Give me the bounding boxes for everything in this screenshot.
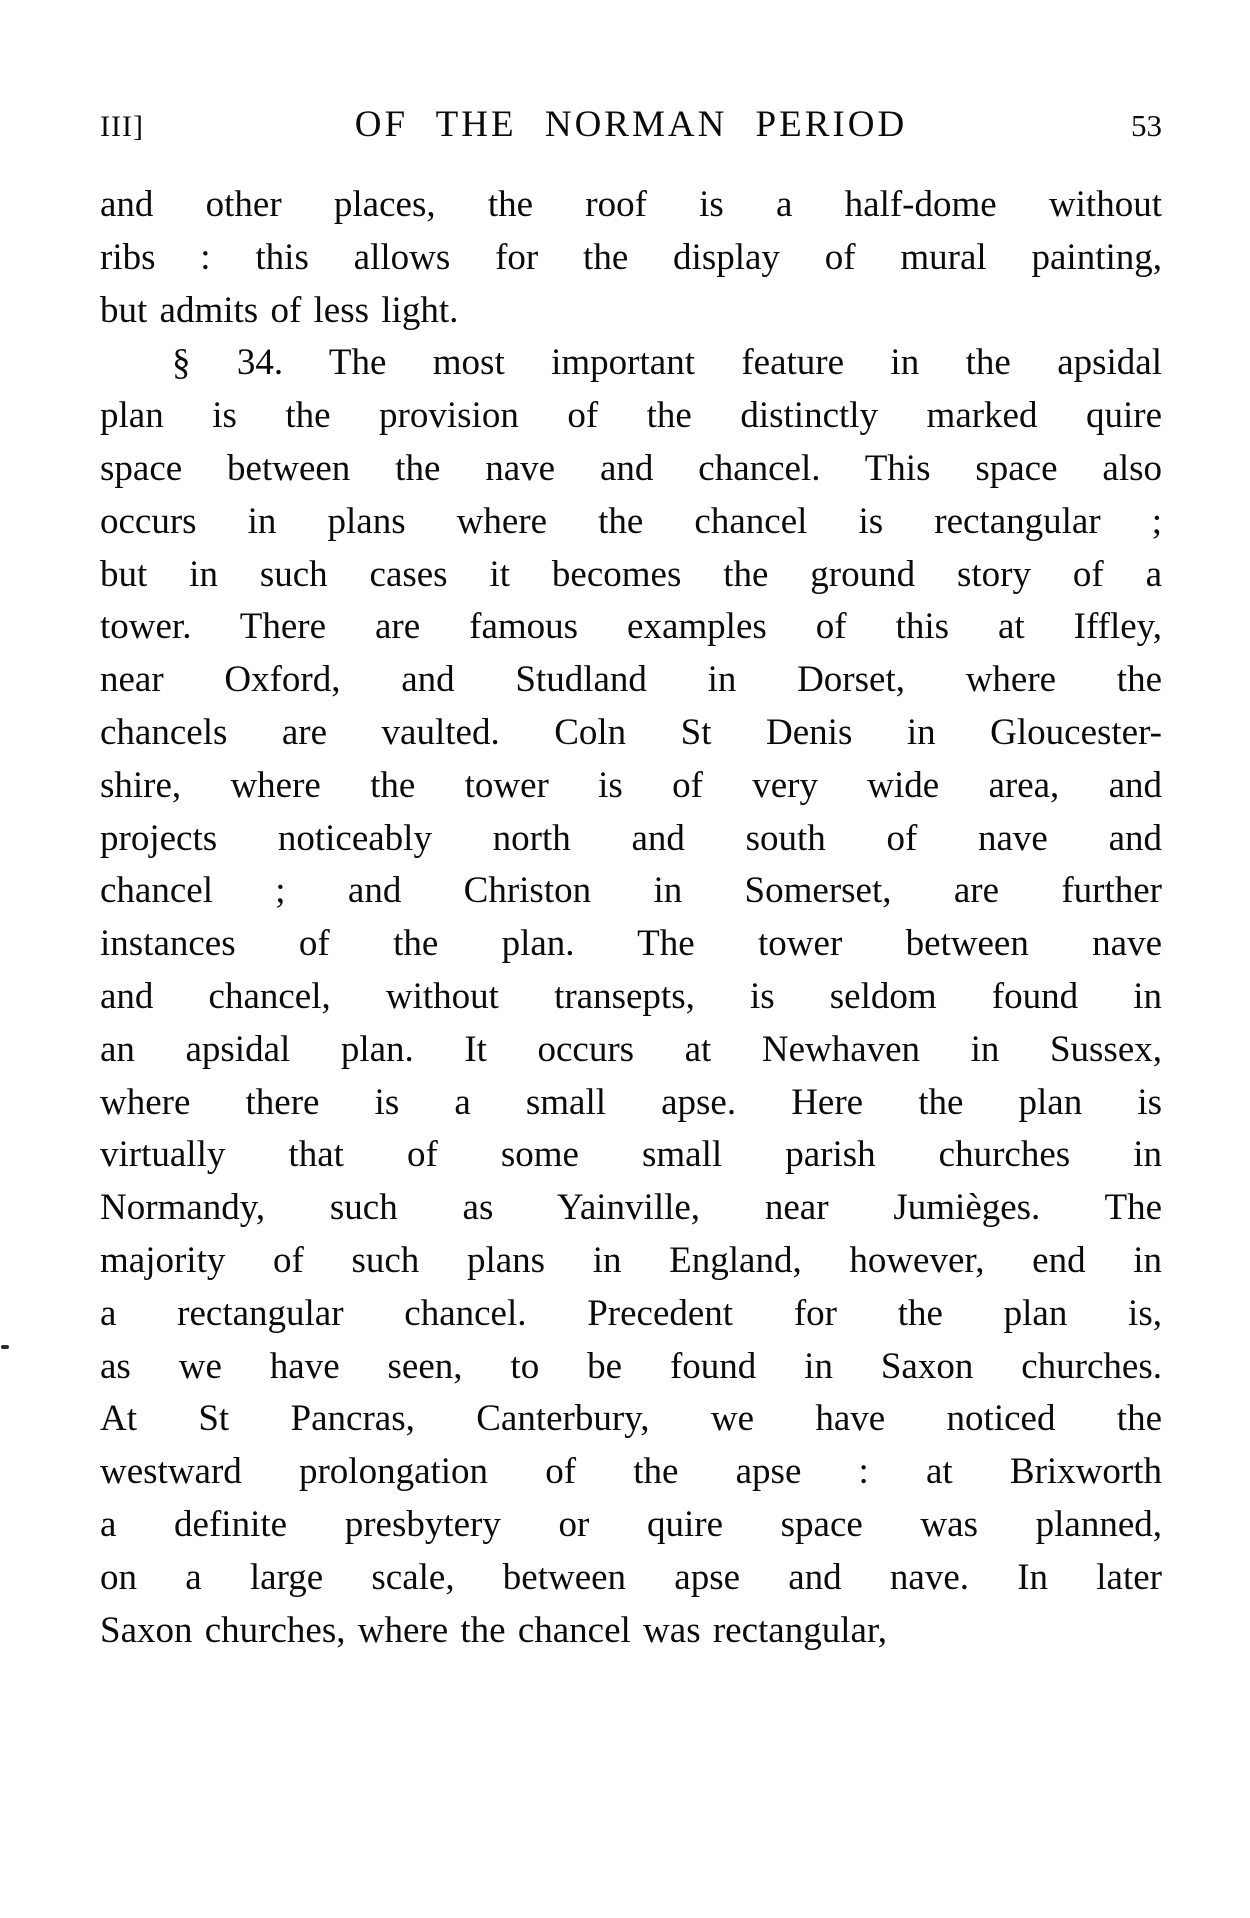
text-line: as we have seen, to be found in Saxon churches. <box>100 1345 1162 1387</box>
page-header <box>100 103 1162 146</box>
text-line: westward prolongation of the apse : at Brixworth <box>100 1451 1162 1493</box>
text-line: virtually that of some small parish churches in <box>100 1134 1162 1176</box>
text-line: on a large scale, between apse and nave. In later <box>100 1556 1162 1598</box>
text-line: a rectangular chancel. Precedent for the plan is, <box>100 1292 1162 1334</box>
text-line: space between the nave and chancel. This space also <box>100 447 1162 489</box>
text-line: a definite presbytery or quire space was planned, <box>100 1503 1162 1545</box>
text-line: an apsidal plan. It occurs at Newhaven in Sussex, <box>100 1028 1162 1070</box>
text-line: § 34. The most important feature in the apsidal <box>172 342 1162 384</box>
text-line: but in such cases it becomes the ground story of a <box>100 553 1162 595</box>
scan-speck <box>1 1345 9 1349</box>
text-line: projects noticeably north and south of nave and <box>100 817 1162 859</box>
text-line: ribs : this allows for the display of mural painting, <box>100 236 1162 278</box>
text-line: shire, where the tower is of very wide area, and <box>100 764 1162 806</box>
text-block <box>100 179 1162 1657</box>
text-line: plan is the provision of the distinctly marked quire <box>100 395 1162 437</box>
page-number: 53 <box>1131 108 1162 143</box>
text-line: tower. There are famous examples of this at Iffley, <box>100 606 1162 648</box>
text-line: chancel ; and Christon in Somerset, are further <box>100 870 1162 912</box>
text-line: instances of the plan. The tower between nave <box>100 923 1162 965</box>
running-title: OF THE NORMAN PERIOD <box>354 104 908 145</box>
text-line: At St Pancras, Canterbury, we have noticed the <box>100 1398 1162 1440</box>
text-line: majority of such plans in England, however, end in <box>100 1239 1162 1281</box>
text-line: Saxon churches, where the chancel was rectangular, <box>100 1609 887 1651</box>
chapter-number: III] <box>100 110 144 143</box>
text-line: near Oxford, and Studland in Dorset, where the <box>100 659 1162 701</box>
text-line: Normandy, such as Yainville, near Jumièges. The <box>100 1187 1162 1229</box>
text-line: and chancel, without transepts, is seldom found in <box>100 975 1162 1017</box>
text-line: but admits of less light. <box>100 289 459 331</box>
text-line: occurs in plans where the chancel is rectangular ; <box>100 500 1162 542</box>
text-line: chancels are vaulted. Coln St Denis in Gloucester- <box>100 711 1162 753</box>
text-line: where there is a small apse. Here the plan is <box>100 1081 1162 1123</box>
text-line: and other places, the roof is a half-dome without <box>100 184 1162 225</box>
